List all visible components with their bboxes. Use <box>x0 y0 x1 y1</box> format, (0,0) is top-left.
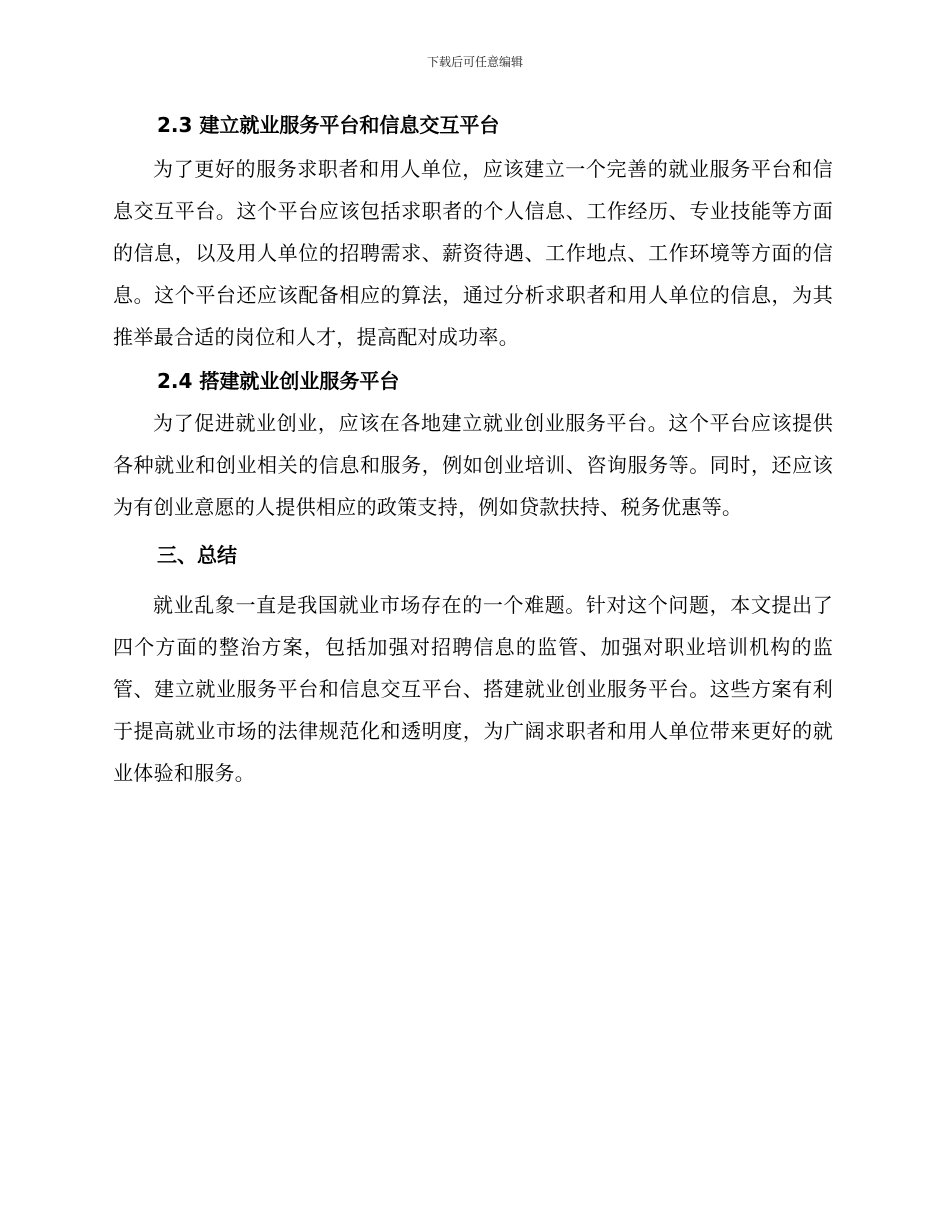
section-heading-2-3: 2.3 建立就业服务平台和信息交互平台 <box>157 113 500 137</box>
section-paragraph-2-4: 为了促进就业创业，应该在各地建立就业创业服务平台。这个平台应该提供各种就业和创业相关的信息和服务，例如创业培训、咨询服务等。同时，还应该为有创业意愿的人提供相应的政策支持，例如贷款扶持、税务优惠等。 <box>113 411 833 519</box>
page-header: 下载后可任意编辑 <box>426 55 523 69</box>
section-heading-2-4: 2.4 搭建就业创业服务平台 <box>157 369 400 393</box>
section-paragraph-summary: 就业乱象一直是我国就业市场存在的一个难题。针对这个问题，本文提出了四个方面的整治方案，包括加强对招聘信息的监管、加强对职业培训机构的监管、建立就业服务平台和信息交互平台、搭建就业创业服务平台。这些方案有利于提高就业市场的法律规范化和透明度，为广阔求职者和用人单位带来更好的就业体验和服务。 <box>113 593 833 785</box>
document-body <box>113 110 833 794</box>
section-heading-summary: 三、总结 <box>157 543 237 567</box>
section-paragraph-2-3: 为了更好的服务求职者和用人单位，应该建立一个完善的就业服务平台和信息交互平台。这个平台应该包括求职者的个人信息、工作经历、专业技能等方面的信息，以及用人单位的招聘需求、薪资待遇、工作地点、工作环境等方面的信息。这个平台还应该配备相应的算法，通过分析求职者和用人单位的信息，为其推举最合适的岗位和人才，提高配对成功率。 <box>113 157 833 349</box>
